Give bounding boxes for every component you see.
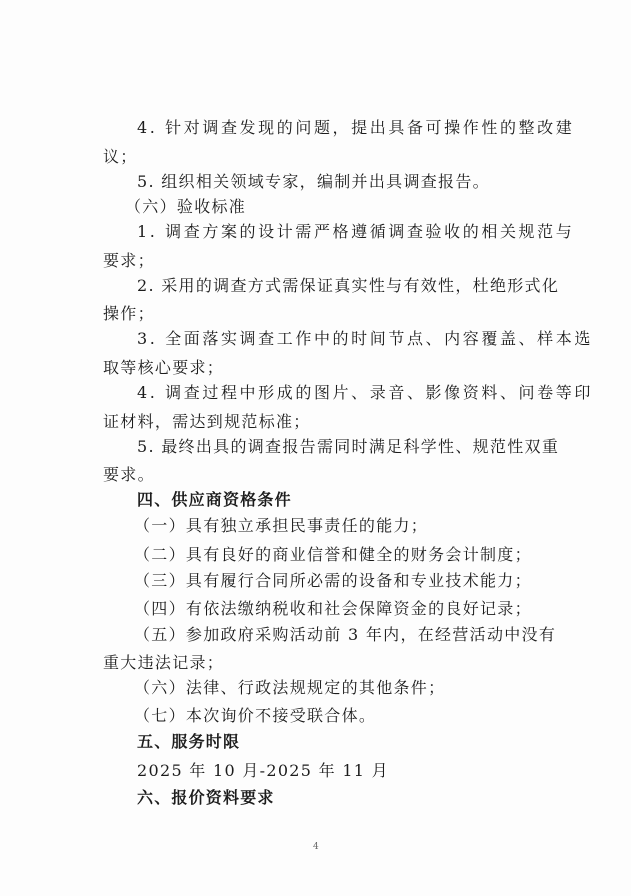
- body-line: 要求。: [103, 465, 155, 484]
- section-heading: 四、供应商资格条件: [137, 490, 292, 509]
- body-line: 要求；: [103, 251, 155, 270]
- body-line: （二）具有良好的商业信誉和健全的财务会计制度；: [134, 545, 532, 564]
- body-line: （七）本次询价不接受联合体。: [134, 706, 377, 725]
- body-line: （三）具有履行合同所必需的设备和专业技术能力；: [134, 571, 532, 590]
- body-line: （六）法律、行政法规规定的其他条件；: [134, 678, 446, 697]
- section-heading: 五、服务时限: [137, 732, 241, 751]
- body-line: （五）参加政府采购活动前 3 年内，在经营活动中没有: [134, 625, 557, 644]
- body-line: （四）有依法缴纳税收和社会保障资金的良好记录；: [134, 599, 532, 618]
- page-number: 4: [313, 842, 319, 852]
- section-heading: 六、报价资料要求: [137, 788, 275, 807]
- body-line: 重大违法记录；: [103, 653, 225, 672]
- body-line: 1. 调查方案的设计需严格遵循调查验收的相关规范与: [137, 222, 575, 241]
- body-line: （一）具有独立承担民事责任的能力；: [134, 516, 429, 535]
- body-line: 取等核心要求；: [103, 358, 225, 377]
- body-line: 2. 采用的调查方式需保证真实性与有效性，杜绝形式化: [137, 276, 560, 295]
- body-line: 4. 针对调查发现的问题，提出具备可操作性的整改建: [137, 118, 575, 137]
- body-line: 5. 最终出具的调查报告需同时满足科学性、规范性双重: [137, 437, 560, 456]
- body-line: 3. 全面落实调查工作中的时间节点、内容覆盖、样本选: [137, 329, 593, 348]
- subsection-heading: （六）验收标准: [125, 197, 247, 216]
- body-line: 操作；: [103, 304, 155, 323]
- body-line: 2025 年 10 月-2025 年 11 月: [137, 761, 389, 780]
- body-line: 议；: [103, 147, 138, 166]
- body-line: 5. 组织相关领域专家，编制并出具调查报告。: [137, 172, 490, 191]
- body-line: 证材料，需达到规范标准；: [103, 412, 311, 431]
- body-line: 4. 调查过程中形成的图片、录音、影像资料、问卷等印: [137, 383, 593, 402]
